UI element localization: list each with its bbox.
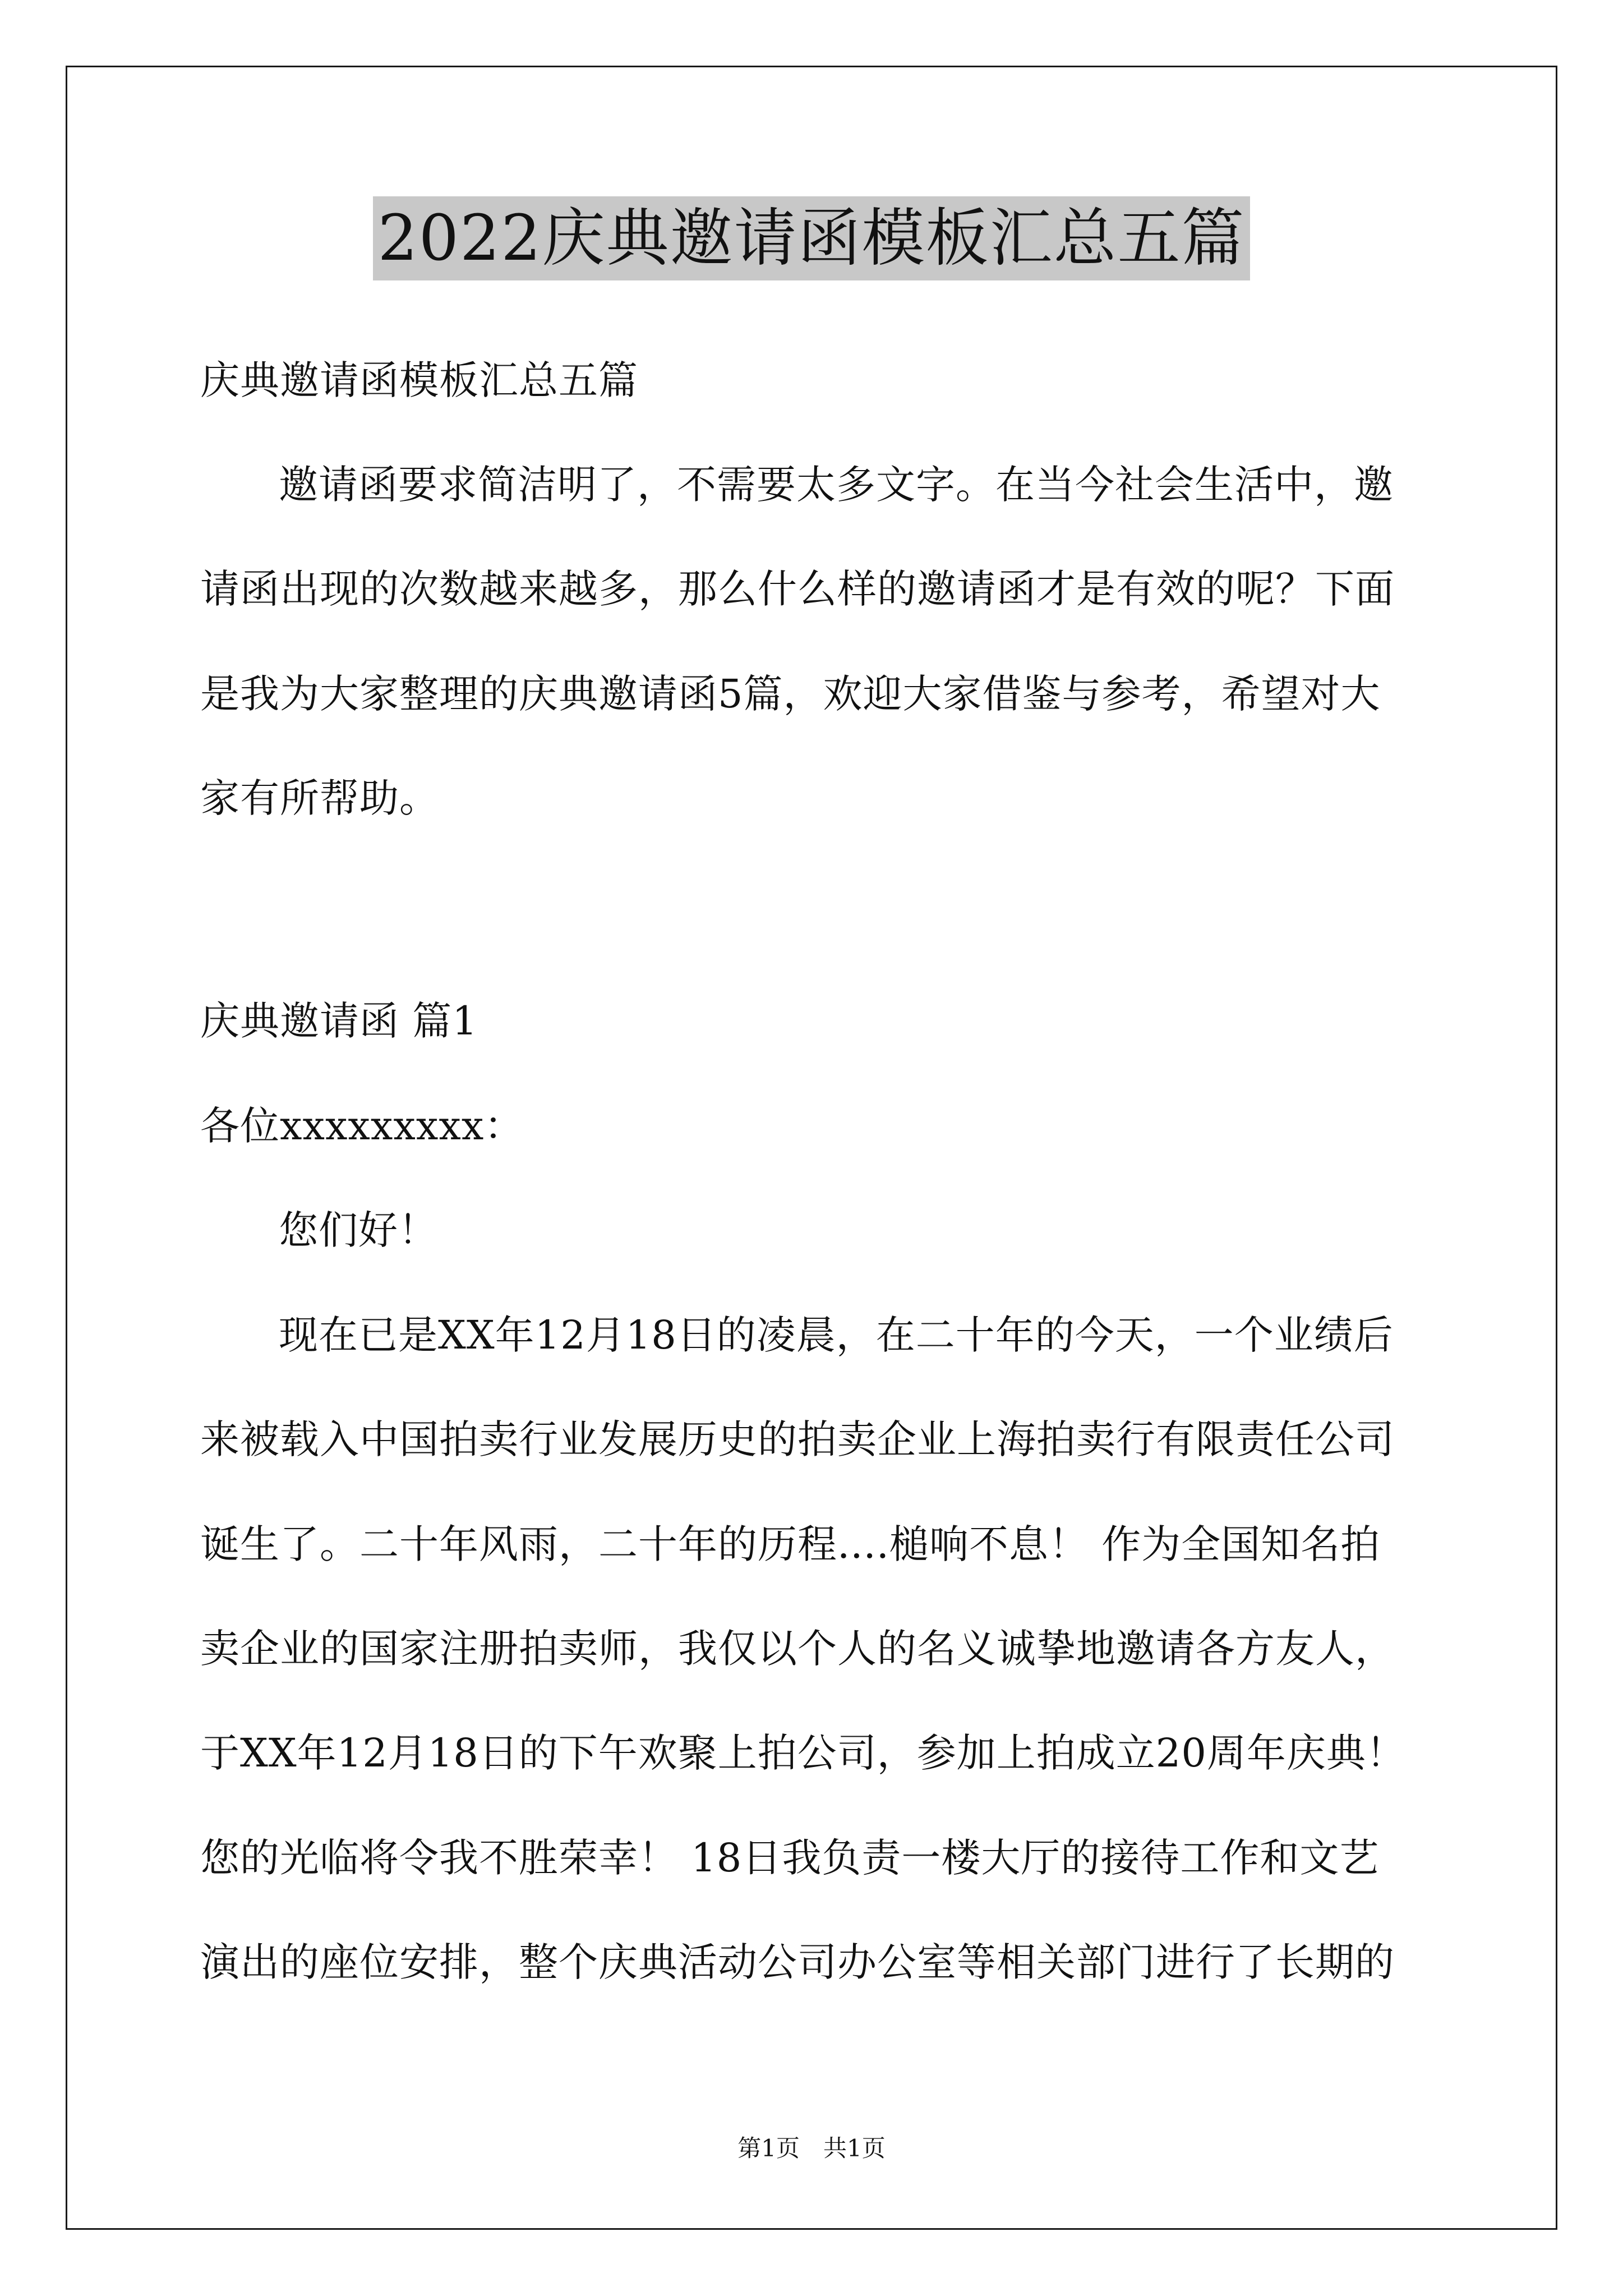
salutation-line: 各位xxxxxxxxx：	[200, 1103, 524, 1149]
greeting-line: 您们好！	[279, 1207, 438, 1253]
paragraph-line: 演出的座位安排，整个庆典活动公司办公室等相关部门进行了长期的	[200, 1939, 1395, 1985]
paragraph-line: 现在已是XX年12月18日的凌晨，在二十年的今天，一个业绩后	[279, 1312, 1394, 1358]
paragraph-line: 家有所帮助。	[200, 775, 439, 821]
paragraph-line: 来被载入中国拍卖行业发展历史的拍卖企业上海拍卖行有限责任公司	[200, 1416, 1395, 1462]
title-container	[0, 196, 1623, 280]
page-footer: 第1页 共1页	[737, 2134, 886, 2162]
paragraph-line: 请函出现的次数越来越多，那么什么样的邀请函才是有效的呢？下面	[200, 566, 1395, 612]
paragraph-line: 邀请函要求简洁明了，不需要太多文字。在当今社会生活中，邀	[279, 462, 1394, 508]
paragraph-line: 于XX年12月18日的下午欢聚上拍公司，参加上拍成立20周年庆典！	[200, 1730, 1406, 1776]
subtitle-line: 庆典邀请函模板汇总五篇	[200, 357, 638, 403]
paragraph-line: 是我为大家整理的庆典邀请函5篇，欢迎大家借鉴与参考，希望对大	[200, 671, 1381, 717]
paragraph-line: 卖企业的国家注册拍卖师，我仅以个人的名义诚挚地邀请各方友人，	[200, 1626, 1395, 1672]
document-title: 2022庆典邀请函模板汇总五篇	[373, 196, 1249, 280]
paragraph-line: 您的光临将令我不胜荣幸！ 18日我负责一楼大厅的接待工作和文艺	[200, 1835, 1380, 1881]
paragraph-line: 诞生了。二十年风雨，二十年的历程....槌响不息！ 作为全国知名拍	[200, 1521, 1381, 1567]
section-heading: 庆典邀请函 篇1	[200, 998, 478, 1044]
